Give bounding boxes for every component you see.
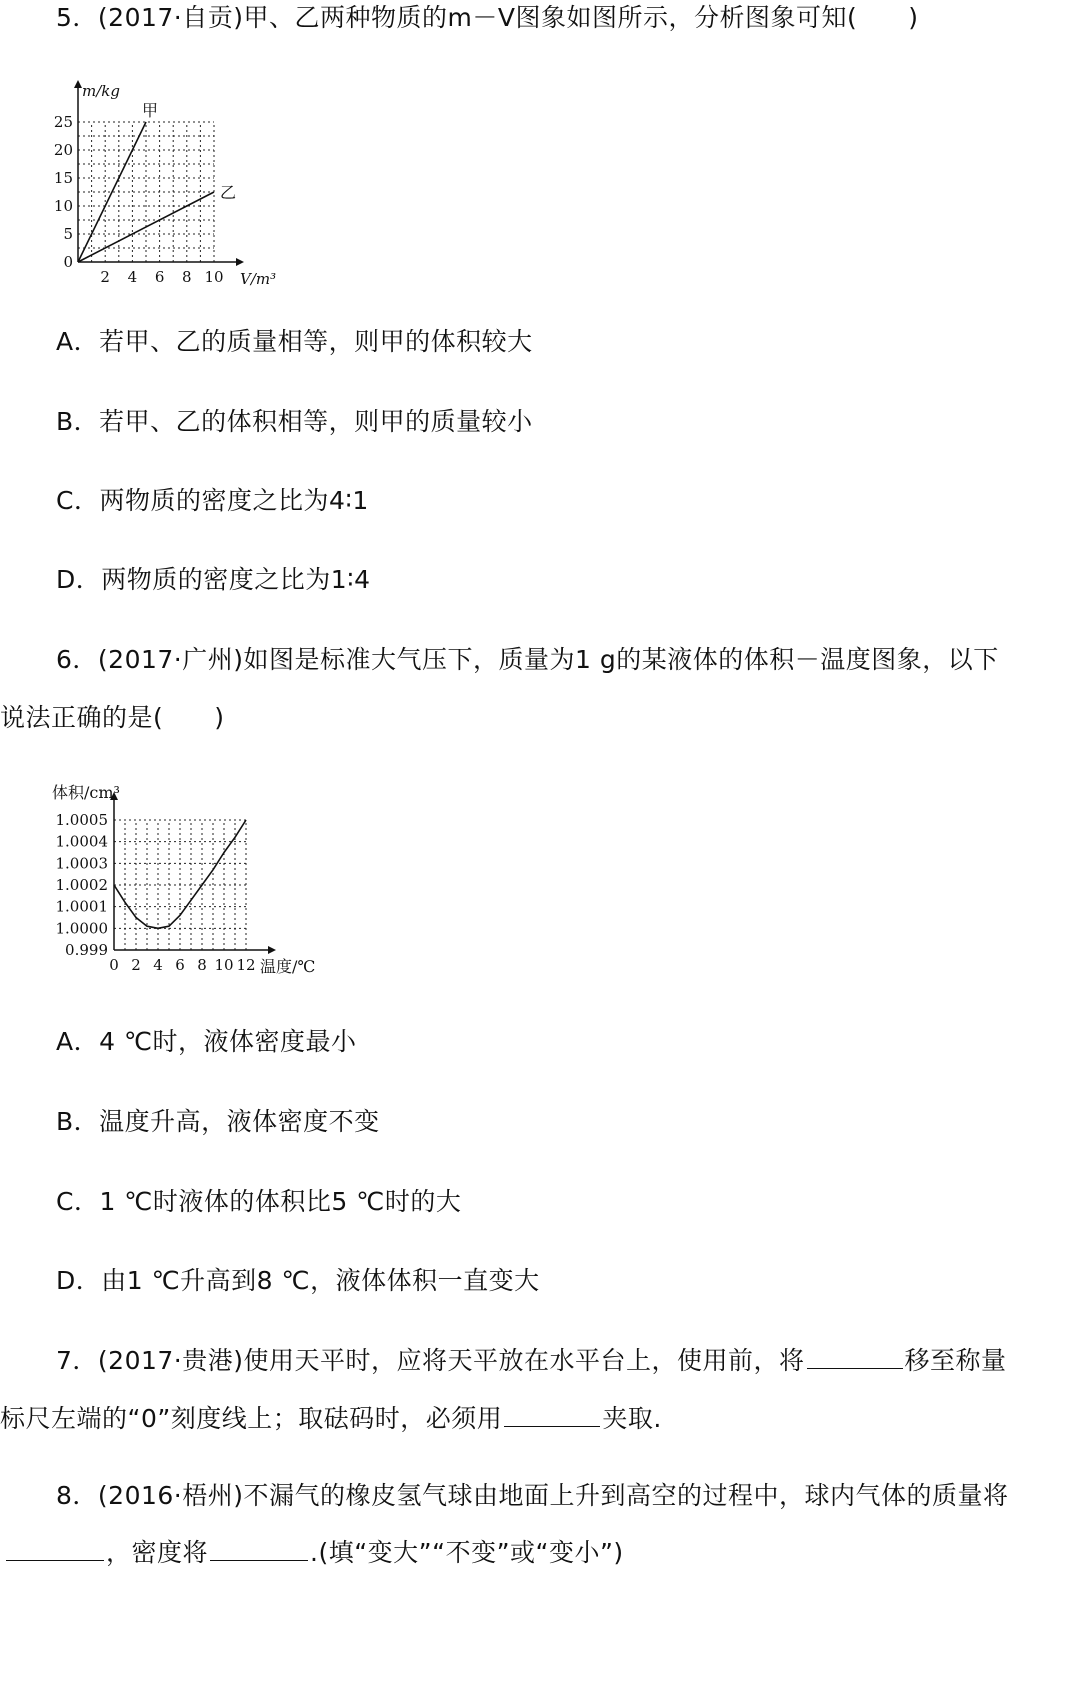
x-tick-label: 6 [154,268,165,286]
x-axis-arrow [236,258,244,266]
y-axis-label: 体积/cm³ [52,783,120,802]
y-tick-label: 1.0004 [55,832,108,851]
y-tick-label: 1.0001 [55,897,108,916]
q7-blank-1[interactable] [807,1344,903,1369]
series-label: 甲 [142,101,159,120]
x-tick-label: 0 [109,956,119,974]
series-label: 乙 [220,183,237,202]
q7-text-after-blank2: 夹取. [602,1404,662,1433]
q7-blank-2[interactable] [504,1402,600,1427]
x-tick-label: 2 [131,956,141,974]
q7-text-after-blank1: 移至称量 [904,1346,1007,1375]
q8-text-after: .(填“变大”“不变”或“变小”) [310,1538,624,1567]
x-tick-label: 4 [127,268,138,286]
q7-text-before-blank2: 标尺左端的“0”刻度线上；取砝码时，必须用 [0,1404,503,1433]
x-axis-arrow [268,946,276,954]
question-7-line1 [56,1344,1007,1377]
q6-option-d: D．由1 ℃升高到8 ℃，液体体积一直变大 [56,1266,540,1295]
y-tick-label: 1.0003 [55,854,108,873]
q7-text-before-blank1: 7．(2017·贵港)使用天平时，应将天平放在水平台上，使用前，将 [56,1346,805,1375]
chart-volume-temperature [48,776,358,1010]
q6-option-a: A．4 ℃时，液体密度最小 [56,1027,357,1056]
question-6-stem-line2: 说法正确的是( ) [0,703,225,732]
x-tick-label: 6 [175,956,185,974]
question-6-stem-line1: 6．(2017·广州)如图是标准大气压下，质量为1 g的某液体的体积－温度图象，以下 [56,645,999,674]
chart-mass-volume [50,72,300,296]
x-tick-label: 8 [197,956,207,974]
q6-option-b: B．温度升高，液体密度不变 [56,1107,380,1136]
question-5-stem: 5．(2017·自贡)甲、乙两种物质的m－V图象如图所示，分析图象可知( ) [56,3,919,32]
y-tick-label: 15 [53,169,73,187]
y-tick-label: 25 [53,113,73,131]
y-tick-label: 10 [53,197,73,215]
mass-volume-graph [50,72,300,292]
q8-blank-2[interactable] [210,1536,308,1561]
y-tick-label: 0 [63,253,73,271]
q5-option-a: A．若甲、乙的质量相等，则甲的体积较大 [56,327,533,356]
y-tick-label: 1.0000 [55,919,108,938]
volume-temperature-graph [48,776,358,1006]
y-axis-label: m/kg [82,82,120,100]
x-tick-label: 12 [236,956,256,974]
question-8-line2 [0,1536,624,1569]
q5-option-b: B．若甲、乙的体积相等，则甲的质量较小 [56,407,533,436]
question-7-line2 [0,1402,662,1435]
x-tick-label: 8 [182,268,192,286]
y-tick-label: 20 [53,141,73,159]
q8-text-mid: ，密度将 [106,1538,209,1567]
q8-blank-1[interactable] [6,1536,104,1561]
x-axis-label: V/m³ [240,270,277,288]
x-tick-label: 10 [204,268,224,286]
y-axis-arrow [74,80,82,88]
q5-option-c: C．两物质的密度之比为4∶1 [56,486,369,515]
q5-option-d: D．两物质的密度之比为1∶4 [56,565,371,594]
y-tick-label: 0.999 [65,941,108,959]
question-8-line1: 8．(2016·梧州)不漏气的橡皮氢气球由地面上升到高空的过程中，球内气体的质量将 [56,1481,1009,1510]
y-tick-label: 1.0005 [55,811,108,829]
q6-option-c: C．1 ℃时液体的体积比5 ℃时的大 [56,1187,462,1216]
x-tick-label: 2 [100,268,110,286]
x-axis-label: 温度/℃ [260,957,316,976]
y-tick-label: 1.0002 [55,876,108,894]
x-tick-label: 10 [214,956,234,974]
x-tick-label: 4 [153,956,163,974]
y-tick-label: 5 [63,225,73,243]
